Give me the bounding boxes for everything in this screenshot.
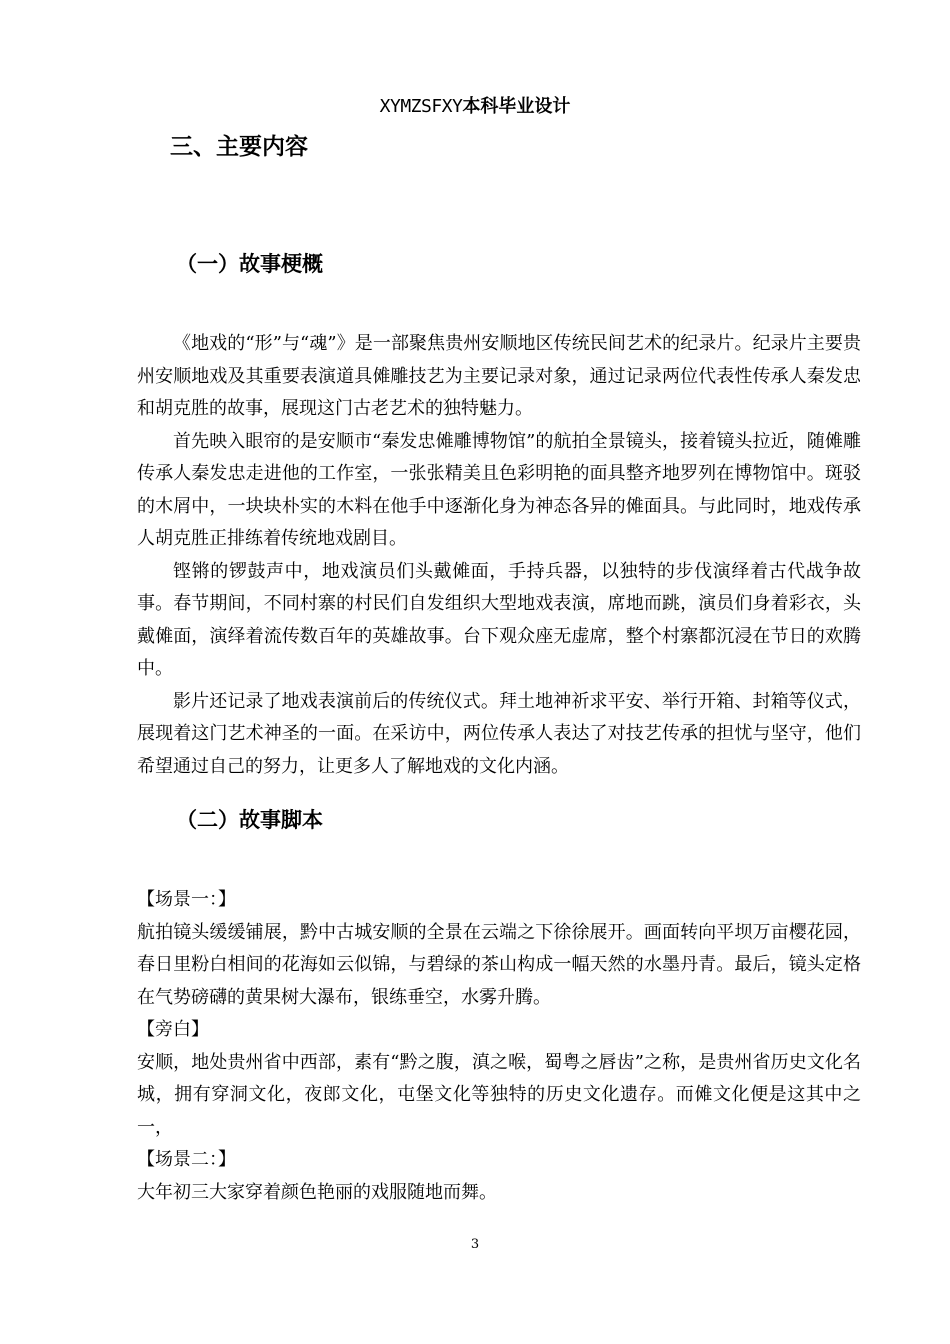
- scene-two-label: 【场景二：】: [137, 1149, 236, 1170]
- script-body: [137, 884, 861, 1209]
- synopsis-heading: （一）故事梗概: [176, 252, 323, 276]
- page-number: 3: [470, 1237, 480, 1252]
- scene-one-text: 航拍镜头缓缓铺展，黔中古城安顺的全景在云端之下徐徐展开。画面转向平坝万亩樱花园，春日里粉白相间的花海如云似锦，与碧绿的茶山构成一幅天然的水墨丹青。最后，镜头定格在气势磅礴的黄果树大瀑布，银练垂空，水雾升腾。: [137, 921, 861, 1008]
- narration-label: 【旁白】: [137, 1019, 209, 1040]
- narration-text: 安顺，地处贵州省中西部，素有“黔之腹，滇之喉，蜀粤之唇齿”之称，是贵州省历史文化名城，拥有穿洞文化，夜郎文化，屯堡文化等独特的历史文化遗存。而傩文化便是这其中之一，: [137, 1051, 861, 1138]
- running-header: [0, 94, 950, 119]
- header-title: 本科毕业设计: [462, 96, 571, 117]
- synopsis-paragraph: 铿锵的锣鼓声中，地戏演员们头戴傩面，手持兵器，以独特的步伐演绎着古代战争故事。春节期间，不同村寨的村民们自发组织大型地戏表演，席地而跳，演员们身着彩衣，头戴傩面，演绎着流传数百年的英雄故事。台下观众座无虚席，整个村寨都沉浸在节日的欢腾中。: [137, 560, 861, 679]
- header-code: XYMZSFXY: [379, 96, 463, 117]
- scene-one-label: 【场景一：】: [137, 889, 236, 910]
- section-title: 三、主要内容: [170, 134, 308, 160]
- scene-two-text: 大年初三大家穿着颜色艳丽的戏服随地而舞。: [137, 1181, 497, 1203]
- synopsis-paragraph: 《地戏的“形”与“魂”》是一部聚焦贵州安顺地区传统民间艺术的纪录片。纪录片主要贵州安顺地戏及其重要表演道具傩雕技艺为主要记录对象，通过记录两位代表性传承人秦发忠和胡克胜的故事，展现这门古老艺术的独特魅力。: [137, 333, 861, 419]
- script-heading: （二）故事脚本: [176, 808, 323, 832]
- synopsis-paragraph: 首先映入眼帘的是安顺市“秦发忠傩雕博物馆”的航拍全景镜头，接着镜头拉近，随傩雕传承人秦发忠走进他的工作室，一张张精美且色彩明艳的面具整齐地罗列在博物馆中。斑驳的木屑中，一块块朴实的木料在他手中逐渐化身为神态各异的傩面具。与此同时，地戏传承人胡克胜正排练着传统地戏剧目。: [137, 430, 861, 549]
- synopsis-paragraph: 影片还记录了地戏表演前后的传统仪式。拜土地神祈求平安、举行开箱、封箱等仪式，展现着这门艺术神圣的一面。在采访中，两位传承人表达了对技艺传承的担忧与坚守，他们希望通过自己的努力，让更多人了解地戏的文化内涵。: [137, 690, 861, 777]
- synopsis-body: [137, 328, 861, 783]
